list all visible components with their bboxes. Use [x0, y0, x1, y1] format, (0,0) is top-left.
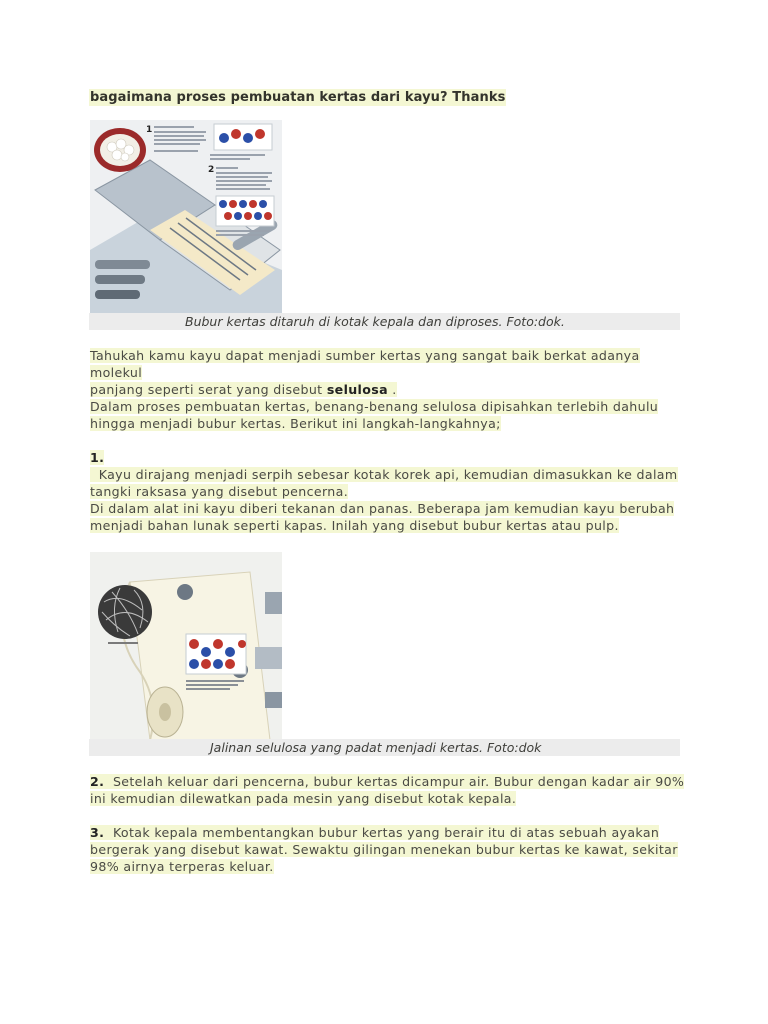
paragraph-intro-line1: Tahukah kamu kayu dapat menjadi sumber kertas yang sangat baik berkat adanya molekul — [90, 348, 640, 380]
figure1-caption: Bubur kertas ditaruh di kotak kepala dan diproses. Foto:dok. — [185, 314, 565, 329]
figure-step-2-label: 2 — [208, 165, 215, 175]
page-title: bagaimana proses pembuatan kertas dari kayu? Thanks — [90, 90, 506, 105]
step-3-line3: 98% airnya terperas keluar. — [90, 859, 274, 874]
figure-paper-roll-image — [90, 552, 282, 740]
paragraph-pulp-line1: Di dalam alat ini kayu diberi tekanan dan panas. Beberapa jam kemudian kayu berubah — [90, 501, 675, 516]
step-3-number: 3. — [90, 825, 105, 840]
paper-roll-illustration — [90, 552, 282, 740]
step-3-line1: Kotak kepala membentangkan bubur kertas yang berair itu di atas sebuah ayakan — [104, 825, 660, 840]
keyword-selulosa: selulosa — [326, 382, 388, 397]
step-2-line1: Setelah keluar dari pencerna, bubur kertas dicampur air. Bubur dengan kadar air 90% — [104, 774, 685, 789]
paragraph-process — [90, 398, 690, 432]
step-3 — [90, 824, 690, 875]
step-1-line1: Kayu dirajang menjadi serpih sebesar kotak korek api, kemudian dimasukkan ke dalam — [90, 467, 678, 482]
paragraph-intro-line2: panjang seperti serat yang disebut — [90, 382, 327, 397]
figure2-caption-bar — [89, 739, 680, 756]
step-1 — [90, 449, 690, 500]
figure-step-1-label: 1 — [146, 125, 153, 135]
figure1-caption-bar — [89, 313, 680, 330]
paragraph-pulp-line2: menjadi bahan lunak seperti kapas. Inilah yang disebut bubur kertas atau pulp. — [90, 518, 619, 533]
paragraph-process-line2: hingga menjadi bubur kertas. Berikut ini langkah-langkahnya; — [90, 416, 501, 431]
step-3-line2: bergerak yang disebut kawat. Sewaktu gilingan menekan bubur kertas ke kawat, sekitar — [90, 842, 678, 857]
step-1-line2: tangki raksasa yang disebut pencerna. — [90, 484, 349, 499]
figure-paper-machine-image — [90, 120, 282, 313]
paragraph-process-line1: Dalam proses pembuatan kertas, benang-benang selulosa dipisahkan terlebih dahulu — [90, 399, 659, 414]
step-2 — [90, 773, 690, 807]
paragraph-intro — [90, 347, 690, 398]
step-2-line2: ini kemudian dilewatkan pada mesin yang disebut kotak kepala. — [90, 791, 517, 806]
step-2-number: 2. — [90, 774, 105, 789]
step-1-number: 1. — [90, 450, 105, 465]
figure2-caption: Jalinan selulosa yang padat menjadi kertas. Foto:dok — [210, 740, 542, 755]
paragraph-intro-line2-end: . — [387, 382, 397, 397]
paragraph-pulp — [90, 500, 690, 534]
paper-machine-illustration — [90, 120, 282, 313]
